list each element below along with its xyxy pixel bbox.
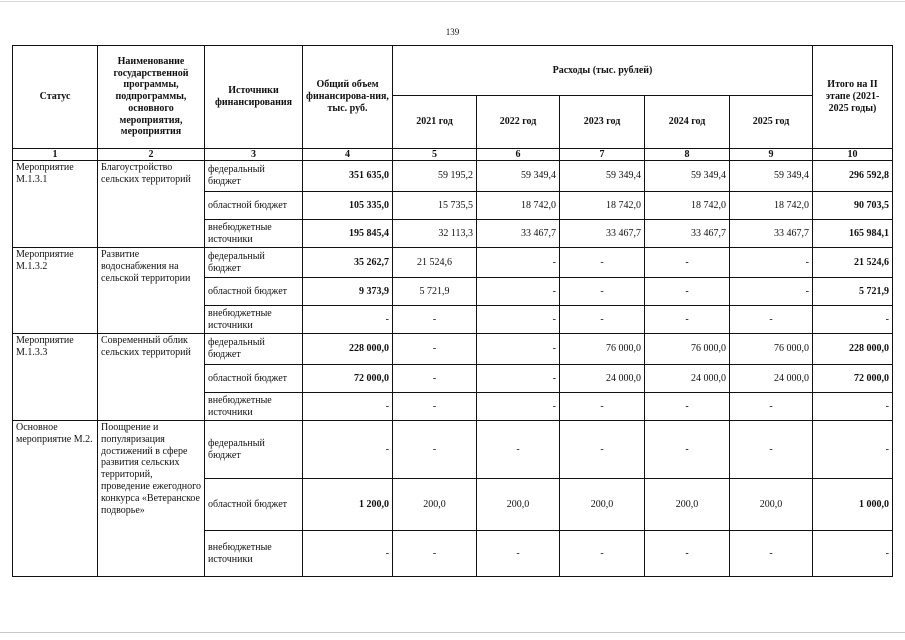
source-cell: внебюджетные источники xyxy=(205,393,303,421)
total-cell: 351 635,0 xyxy=(303,161,393,192)
column-number: 4 xyxy=(303,149,393,161)
total-cell: 1 200,0 xyxy=(303,479,393,531)
year-cell: 200,0 xyxy=(560,479,645,531)
header-status: Статус xyxy=(13,46,98,149)
year-cell: 59 349,4 xyxy=(645,161,730,192)
status-cell: Мероприятие М.1.3.2 xyxy=(13,248,98,334)
source-cell: областной бюджет xyxy=(205,479,303,531)
source-cell: федеральный бюджет xyxy=(205,421,303,479)
year-cell: 18 742,0 xyxy=(730,192,813,220)
column-number: 6 xyxy=(477,149,560,161)
source-cell: областной бюджет xyxy=(205,278,303,306)
source-cell: областной бюджет xyxy=(205,365,303,393)
year-cell: 200,0 xyxy=(477,479,560,531)
year-cell: 76 000,0 xyxy=(730,334,813,365)
year-cell: - xyxy=(393,306,477,334)
status-cell: Мероприятие М.1.3.3 xyxy=(13,334,98,421)
table-row xyxy=(13,248,893,278)
year-cell: - xyxy=(645,306,730,334)
year-cell: - xyxy=(477,278,560,306)
source-cell: внебюджетные источники xyxy=(205,531,303,577)
source-cell: внебюджетные источники xyxy=(205,220,303,248)
year-cell: 5 721,9 xyxy=(393,278,477,306)
column-number: 10 xyxy=(813,149,893,161)
header-year-2023: 2023 год xyxy=(560,96,645,149)
table-row xyxy=(13,421,893,479)
year-cell: - xyxy=(477,334,560,365)
header-year-2022: 2022 год xyxy=(477,96,560,149)
year-cell: - xyxy=(645,393,730,421)
year-cell: - xyxy=(393,421,477,479)
year-cell: - xyxy=(560,248,645,278)
page-number: 139 xyxy=(445,27,460,37)
status-cell: Основное мероприятие М.2. xyxy=(13,421,98,577)
year-cell: - xyxy=(560,306,645,334)
stage-total-cell: 90 703,5 xyxy=(813,192,893,220)
year-cell: - xyxy=(730,248,813,278)
year-cell: 76 000,0 xyxy=(560,334,645,365)
year-cell: - xyxy=(730,393,813,421)
year-cell: - xyxy=(560,531,645,577)
year-cell: 200,0 xyxy=(730,479,813,531)
year-cell: 59 349,4 xyxy=(560,161,645,192)
program-name-cell: Современный облик сельских территорий xyxy=(98,334,205,421)
source-cell: федеральный бюджет xyxy=(205,248,303,278)
year-cell: 15 735,5 xyxy=(393,192,477,220)
year-cell: - xyxy=(645,248,730,278)
program-name-cell: Развитие водоснабжения на сельской территории xyxy=(98,248,205,334)
total-cell: 9 373,9 xyxy=(303,278,393,306)
scan-top-rule xyxy=(0,1,905,2)
header-total-volume: Общий объем финансирова-ния, тыс. руб. xyxy=(303,46,393,149)
stage-total-cell: 228 000,0 xyxy=(813,334,893,365)
financing-table xyxy=(12,45,893,577)
stage-total-cell: - xyxy=(813,531,893,577)
year-cell: - xyxy=(730,306,813,334)
header-sources: Источники финансирования xyxy=(205,46,303,149)
year-cell: - xyxy=(730,278,813,306)
year-cell: - xyxy=(477,531,560,577)
stage-total-cell: - xyxy=(813,306,893,334)
year-cell: - xyxy=(477,306,560,334)
year-cell: - xyxy=(560,421,645,479)
year-cell: 76 000,0 xyxy=(645,334,730,365)
year-cell: 24 000,0 xyxy=(730,365,813,393)
year-cell: - xyxy=(730,421,813,479)
source-cell: областной бюджет xyxy=(205,192,303,220)
column-number: 5 xyxy=(393,149,477,161)
year-cell: - xyxy=(645,531,730,577)
column-number: 9 xyxy=(730,149,813,161)
program-name-cell: Благоустройство сельских территорий xyxy=(98,161,205,248)
stage-total-cell: 1 000,0 xyxy=(813,479,893,531)
year-cell: - xyxy=(560,278,645,306)
stage-total-cell: 165 984,1 xyxy=(813,220,893,248)
year-cell: 59 349,4 xyxy=(477,161,560,192)
stage-total-cell: - xyxy=(813,421,893,479)
total-cell: 195 845,4 xyxy=(303,220,393,248)
column-number: 2 xyxy=(98,149,205,161)
total-cell: - xyxy=(303,306,393,334)
total-cell: - xyxy=(303,421,393,479)
year-cell: 24 000,0 xyxy=(560,365,645,393)
year-cell: 200,0 xyxy=(645,479,730,531)
scan-bottom-rule xyxy=(0,632,905,633)
year-cell: - xyxy=(393,393,477,421)
year-cell: - xyxy=(477,393,560,421)
column-number: 3 xyxy=(205,149,303,161)
year-cell: 59 349,4 xyxy=(730,161,813,192)
year-cell: 33 467,7 xyxy=(560,220,645,248)
column-number: 7 xyxy=(560,149,645,161)
total-cell: - xyxy=(303,531,393,577)
source-cell: федеральный бюджет xyxy=(205,161,303,192)
year-cell: 18 742,0 xyxy=(477,192,560,220)
stage-total-cell: 296 592,8 xyxy=(813,161,893,192)
stage-total-cell: - xyxy=(813,393,893,421)
total-cell: 228 000,0 xyxy=(303,334,393,365)
header-year-2025: 2025 год xyxy=(730,96,813,149)
year-cell: 33 467,7 xyxy=(730,220,813,248)
year-cell: 33 467,7 xyxy=(645,220,730,248)
header-year-2024: 2024 год xyxy=(645,96,730,149)
table-row xyxy=(13,334,893,365)
stage-total-cell: 21 524,6 xyxy=(813,248,893,278)
stage-total-cell: 5 721,9 xyxy=(813,278,893,306)
year-cell: - xyxy=(560,393,645,421)
header-year-2021: 2021 год xyxy=(393,96,477,149)
total-cell: 105 335,0 xyxy=(303,192,393,220)
year-cell: 32 113,3 xyxy=(393,220,477,248)
stage-total-cell: 72 000,0 xyxy=(813,365,893,393)
year-cell: - xyxy=(477,365,560,393)
year-cell: - xyxy=(730,531,813,577)
column-number: 1 xyxy=(13,149,98,161)
source-cell: федеральный бюджет xyxy=(205,334,303,365)
year-cell: 200,0 xyxy=(393,479,477,531)
header-program-name: Наименование государственной программы, подпрограммы, основного мероприятия, мероприятия xyxy=(98,46,205,149)
header-expenses: Расходы (тыс. рублей) xyxy=(393,46,813,96)
year-cell: - xyxy=(477,248,560,278)
year-cell: 59 195,2 xyxy=(393,161,477,192)
year-cell: - xyxy=(393,334,477,365)
year-cell: 33 467,7 xyxy=(477,220,560,248)
year-cell: - xyxy=(393,365,477,393)
table-row xyxy=(13,161,893,192)
year-cell: 18 742,0 xyxy=(560,192,645,220)
year-cell: - xyxy=(393,531,477,577)
total-cell: 72 000,0 xyxy=(303,365,393,393)
year-cell: - xyxy=(645,421,730,479)
header-total-stage: Итого на II этапе (2021-2025 годы) xyxy=(813,46,893,149)
year-cell: 18 742,0 xyxy=(645,192,730,220)
year-cell: - xyxy=(645,278,730,306)
year-cell: 24 000,0 xyxy=(645,365,730,393)
year-cell: 21 524,6 xyxy=(393,248,477,278)
year-cell: - xyxy=(477,421,560,479)
status-cell: Мероприятие М.1.3.1 xyxy=(13,161,98,248)
total-cell: - xyxy=(303,393,393,421)
program-name-cell: Поощрение и популяризация достижений в сфере развития сельских территорий, проведение ежегодного конкурса «Ветеранское подворье» xyxy=(98,421,205,577)
source-cell: внебюджетные источники xyxy=(205,306,303,334)
column-number: 8 xyxy=(645,149,730,161)
total-cell: 35 262,7 xyxy=(303,248,393,278)
